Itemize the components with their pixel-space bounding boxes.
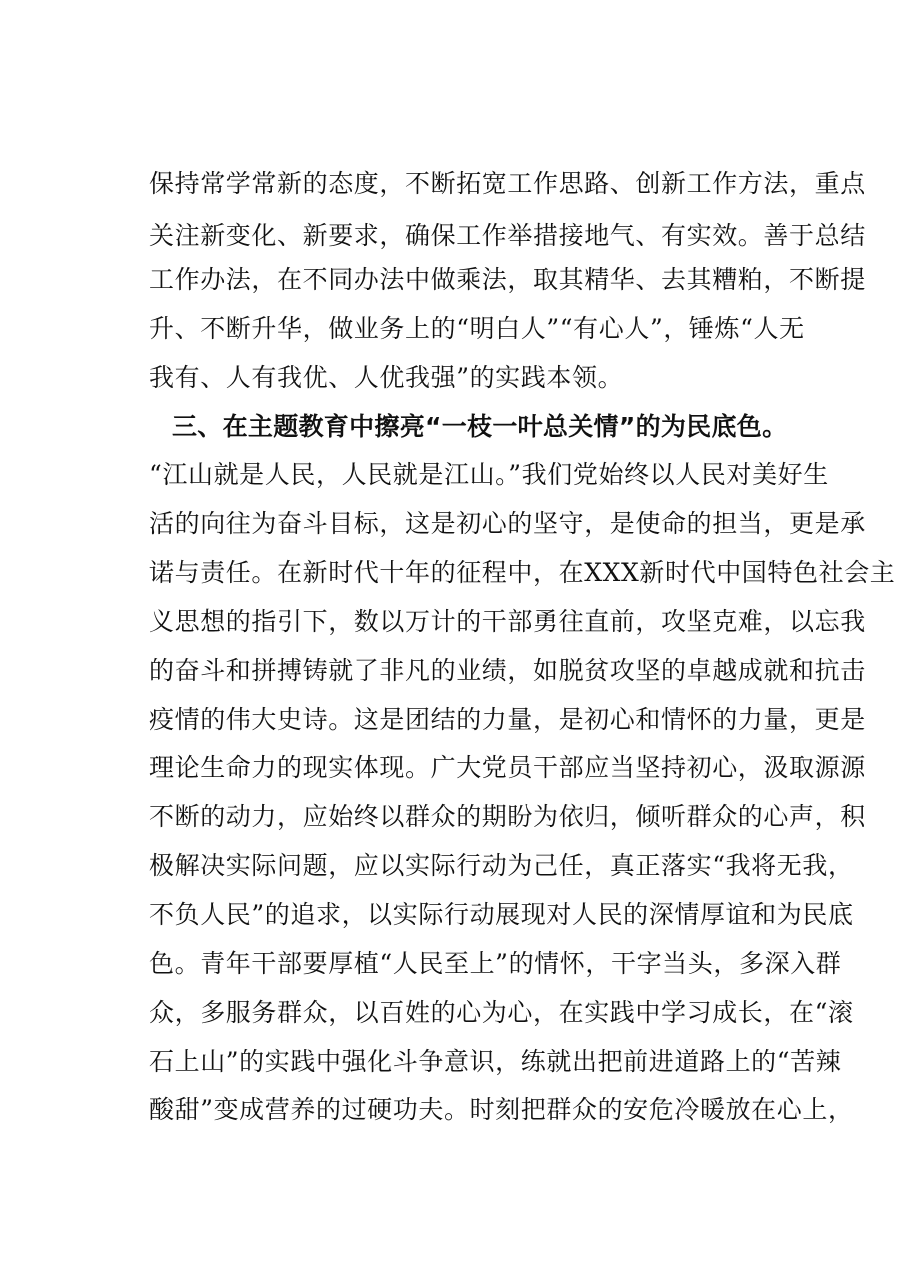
paragraph-line: 疫情的伟大史诗。这是团结的力量，是初心和情怀的力量，更是 [149,705,866,734]
section-heading: 三、在主题教育中擦亮“一枝一叶总关情”的为民底色。 [172,412,788,441]
paragraph-line: 酸甜”变成营养的过硬功夫。时刻把群众的安危冷暖放在心上， [149,1095,854,1124]
paragraph-line: 众，多服务群众，以百姓的心为心，在实践中学习成长，在“滚 [149,998,854,1027]
paragraph-line: 色。青年干部要厚植“人民至上”的情怀，干字当头，多深入群 [149,949,842,978]
paragraph-line: 理论生命力的现实体现。广大党员干部应当坚持初心，汲取源源 [149,753,866,782]
paragraph-line: “江山就是人民，人民就是江山。”我们党始终以人民对美好生 [149,460,829,489]
paragraph-line: 极解决实际问题，应以实际行动为己任，真正落实“我将无我， [149,851,854,880]
paragraph-line: 不断的动力，应始终以群众的期盼为依归，倾听群众的心声，积 [149,802,866,831]
paragraph-line: 不负人民”的追求，以实际行动展现对人民的深情厚谊和为民底 [149,900,854,929]
paragraph-line: 升、不断升华，做业务上的“明白人”“有心人”，锤炼“人无 [149,314,805,343]
paragraph-line: 我有、人有我优、人优我强”的实践本领。 [149,363,624,392]
paragraph-line: 的奋斗和拼搏铸就了非凡的业绩，如脱贫攻坚的卓越成就和抗击 [149,656,866,685]
paragraph-line: 石上山”的实践中强化斗争意识，练就出把前进道路上的“苦辣 [149,1047,842,1076]
paragraph-line: 诺与责任。在新时代十年的征程中，在XXX新时代中国特色社会主 [149,558,896,587]
paragraph-line: 关注新变化、新要求，确保工作举措接地气、有实效。善于总结 [149,221,866,250]
paragraph-line: 工作办法，在不同办法中做乘法，取其精华、去其糟粕，不断提 [149,265,866,294]
paragraph-line: 义思想的指引下，数以万计的干部勇往直前，攻坚克难，以忘我 [149,607,866,636]
paragraph-line: 活的向往为奋斗目标，这是初心的坚守，是使命的担当，更是承 [149,509,866,538]
paragraph-line: 保持常学常新的态度，不断拓宽工作思路、创新工作方法，重点 [149,169,866,198]
